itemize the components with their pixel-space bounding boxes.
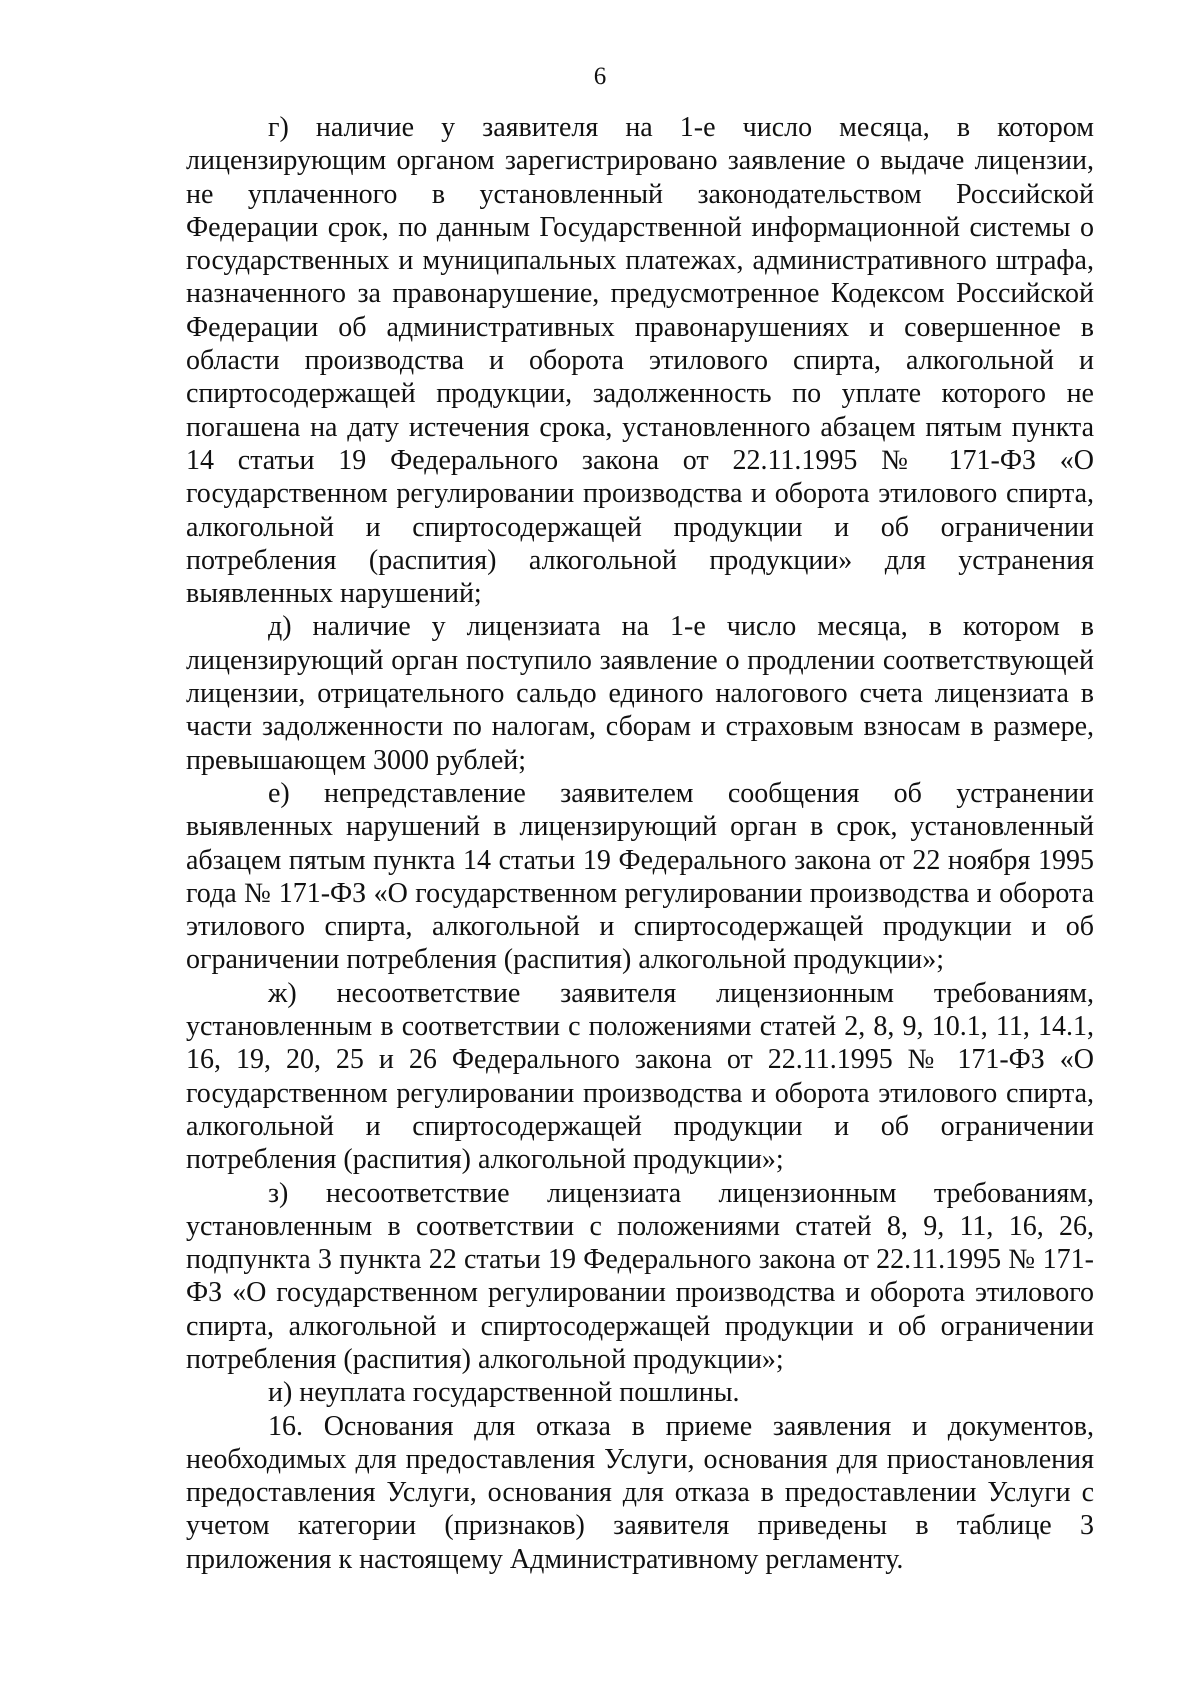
document-body	[186, 111, 1094, 1576]
paragraph-z: з) несоответствие лицензиата лицензионным требованиям, установленным в соответствии с положениями статей 8, 9, 11, 16, 26, подпункта 3 пункта 22 статьи 19 Федерального закона от 22.11.1995 № 171-ФЗ «О государственном регулировании производства и оборота этилового спирта, алкогольной и спиртосодержащей продукции и об ограничении потребления (распития) алкогольной продукции»;	[186, 1177, 1094, 1375]
paragraph-g: г) наличие у заявителя на 1-е число месяца, в котором лицензирующим органом зарегистрировано заявление о выдаче лицензии, не уплаченного в установленный законодательством Российской Федерации срок, по данным Государственной информационной системы о государственных и муниципальных платежах, административного штрафа, назначенного за правонарушение, предусмотренное Кодексом Российской Федерации об административных правонарушениях и совершенное в области производства и оборота этилового спирта, алкогольной и спиртосодержащей продукции, задолженность по уплате которого не погашена на дату истечения срока, установленного абзацем пятым пункта 14 статьи 19 Федерального закона от 22.11.1995 № 171-ФЗ «О государственном регулировании производства и оборота этилового спирта, алкогольной и спиртосодержащей продукции и об ограничении потребления (распития) алкогольной продукции» для устранения выявленных нарушений;	[186, 112, 1094, 610]
paragraph-zh: ж) несоответствие заявителя лицензионным требованиям, установленным в соответствии с положениями статей 2, 8, 9, 10.1, 11, 14.1, 16, 19, 20, 25 и 26 Федерального закона от 22.11.1995 № 171-ФЗ «О государственном регулировании производства и оборота этилового спирта, алкогольной и спиртосодержащей продукции и об ограничении потребления (распития) алкогольной продукции»;	[186, 977, 1094, 1176]
paragraph-i: и) неуплата государственной пошлины.	[268, 1377, 740, 1409]
paragraph-16: 16. Основания для отказа в приеме заявления и документов, необходимых для предоставления Услуги, основания для приостановления предоставления Услуги, основания для отказа в предоставлении Услуги с учетом категории (признаков) заявителя приведены в таблице 3 приложения к настоящему Административному регламенту.	[186, 1410, 1094, 1575]
paragraph-d: д) наличие у лицензиата на 1-е число месяца, в котором в лицензирующий орган поступило заявление о продлении соответствующей лицензии, отрицательного сальдо единого налогового счета лицензиата в части задолженности по налогам, сборам и страховым взносам в размере, превышающем 3000 рублей;	[186, 611, 1094, 776]
paragraph-e: е) непредставление заявителем сообщения об устранении выявленных нарушений в лицензирующий орган в срок, установленный абзацем пятым пункта 14 статьи 19 Федерального закона от 22 ноября 1995 года № 171-ФЗ «О государственном регулировании производства и оборота этилового спирта, алкогольной и спиртосодержащей продукции и об ограничении потребления (распития) алкогольной продукции»;	[186, 777, 1094, 976]
page-number: 6	[593, 63, 607, 90]
